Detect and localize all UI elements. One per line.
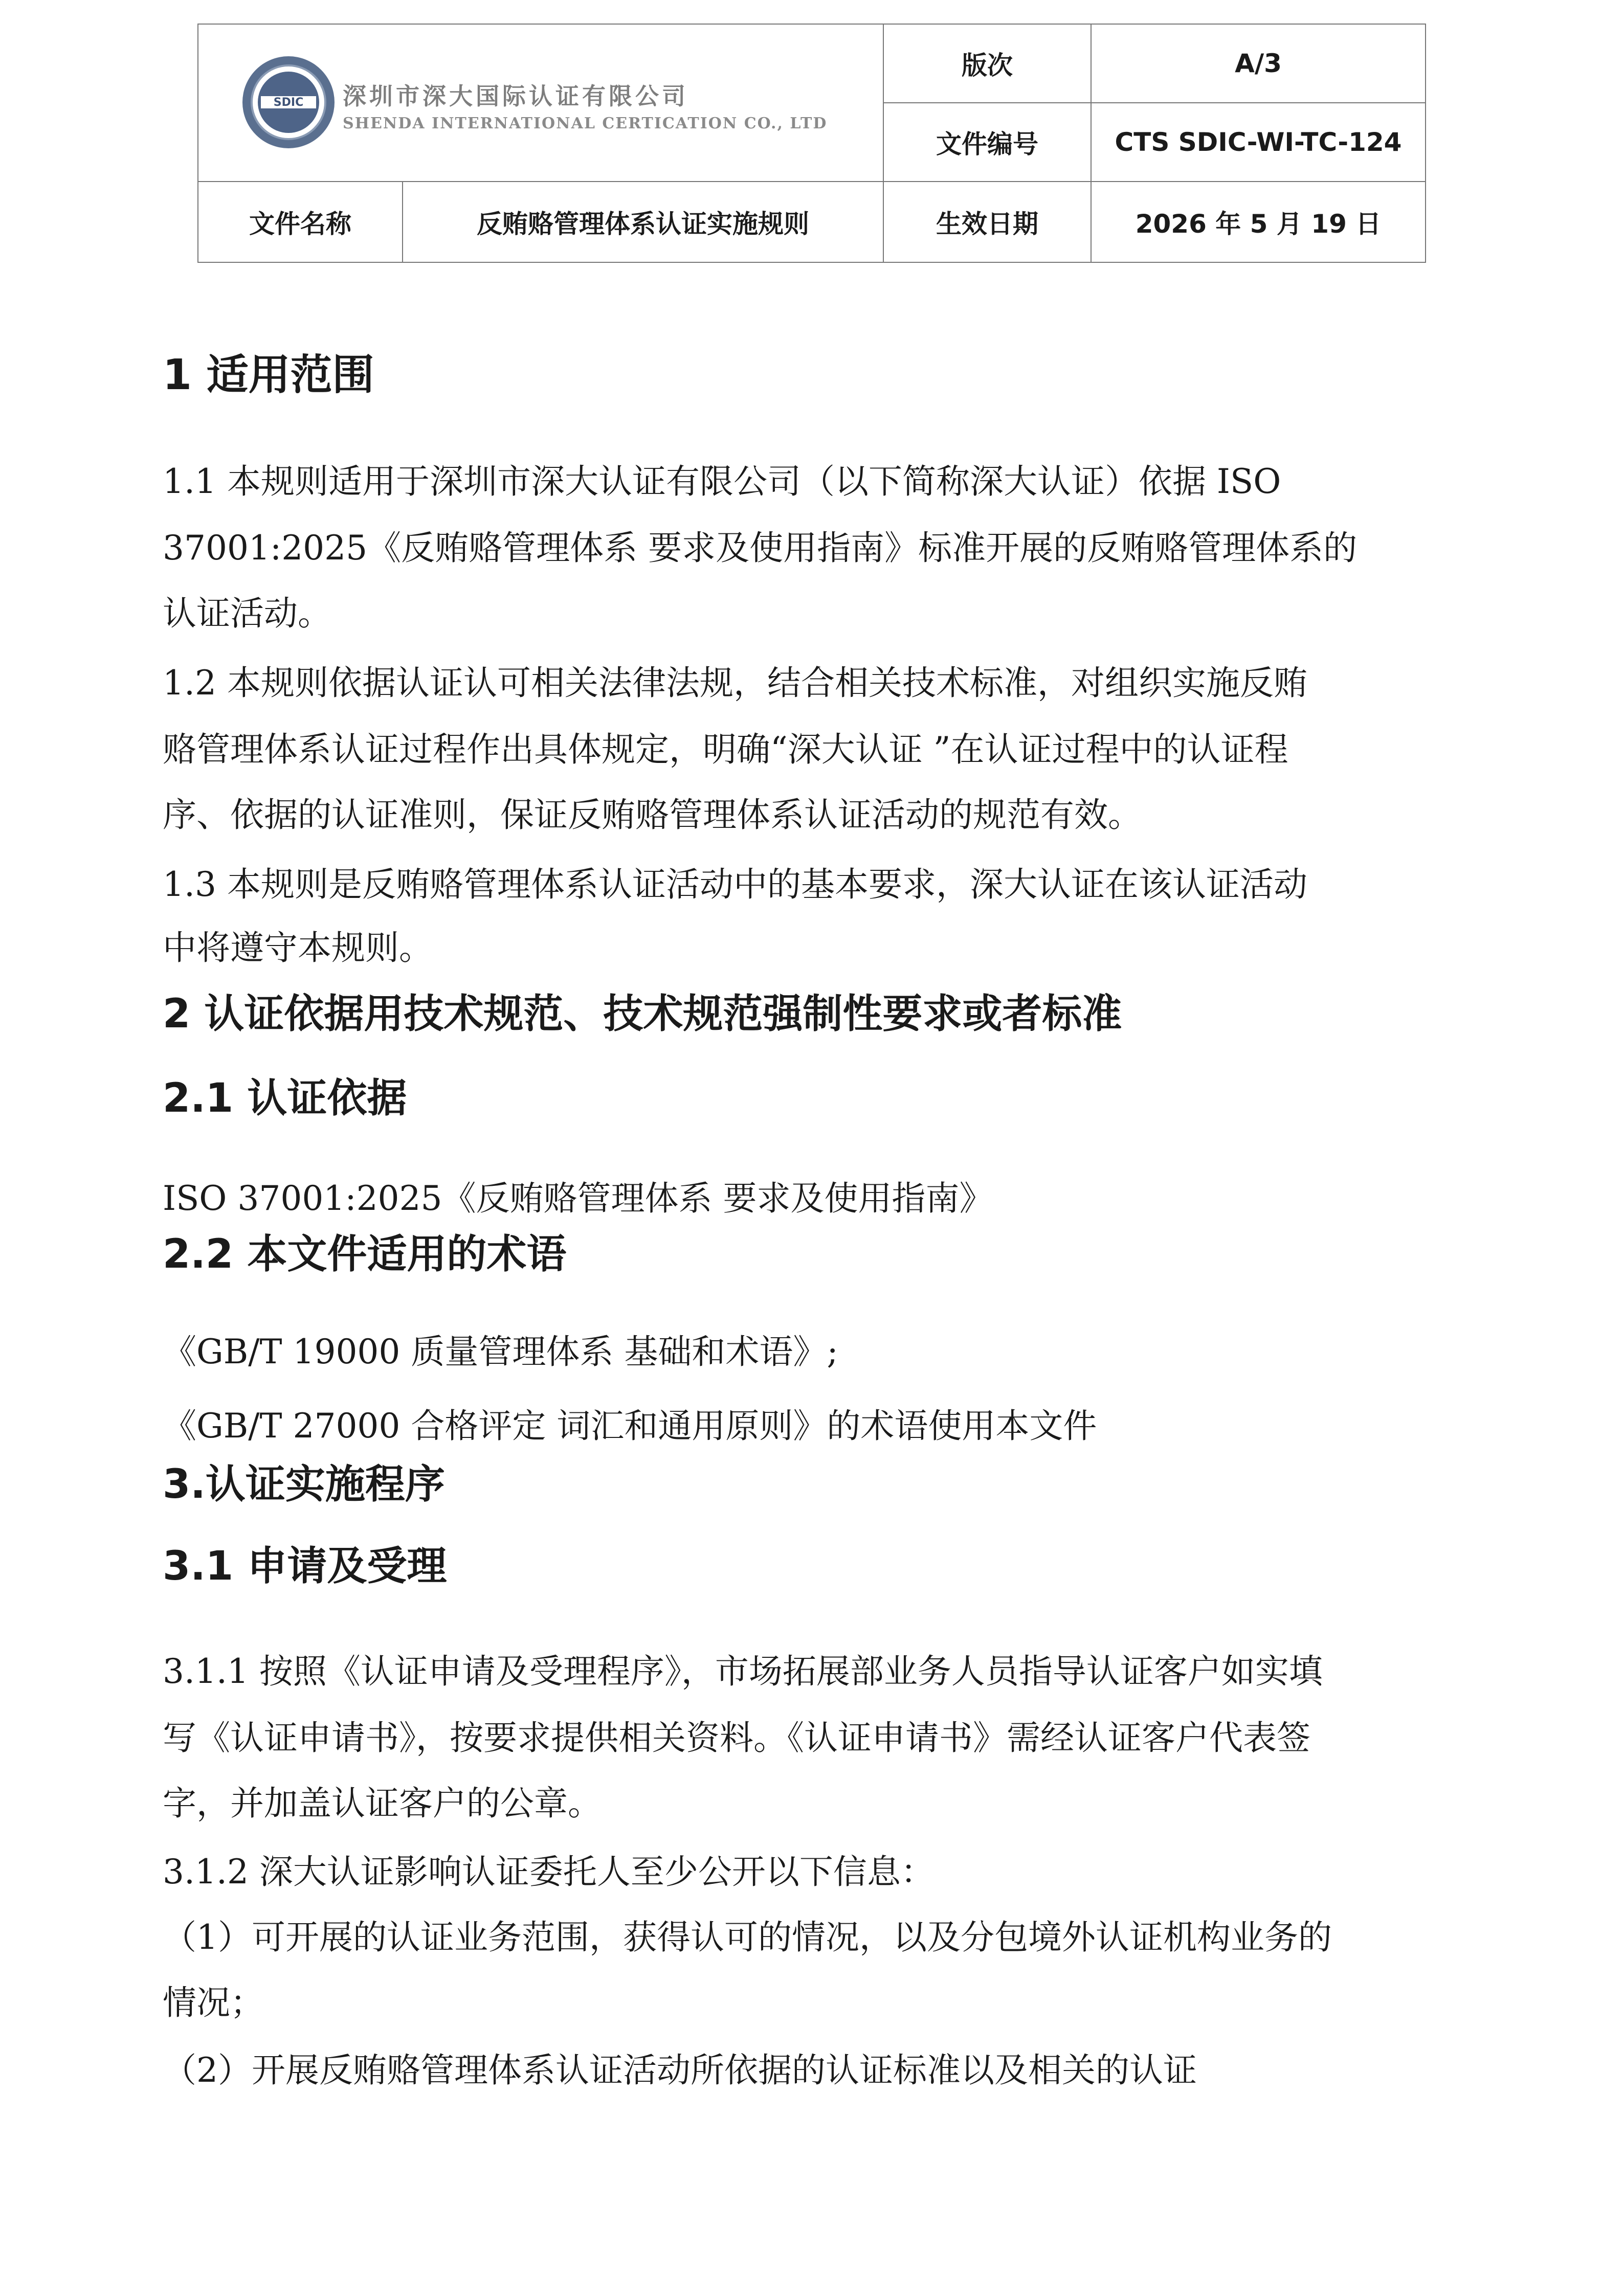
basis-standard: ISO 37001:2025《反贿赂管理体系 要求及使用指南》 — [163, 1179, 993, 1218]
doc-name-value: 反贿赂管理体系认证实施规则 — [403, 182, 883, 262]
clause-3-1-2: 3.1.2 深大认证影响认证委托人至少公开以下信息： — [163, 1852, 935, 1892]
clause-3-1-1-line-1: 3.1.1 按照《认证申请及受理程序》，市场拓展部业务人员指导认证客户如实填 — [163, 1652, 1323, 1691]
company-name-en: SHENDA INTERNATIONAL CERTICATION CO., LTD — [343, 115, 828, 132]
company-logo-cell — [198, 24, 883, 182]
seal-text: SDIC — [273, 96, 304, 109]
effective-date-value: 2026 年 5 月 19 日 — [1091, 182, 1426, 262]
clause-1-3-line-2: 中将遵守本规则。 — [163, 928, 433, 967]
clause-1-1-line-3: 认证活动。 — [163, 594, 331, 633]
company-logo — [240, 54, 828, 177]
list-item-1-line-1: （1）可开展的认证业务范围，获得认可的情况，以及分包境外认证机构业务的 — [163, 1918, 1332, 1957]
list-item-1-line-2: 情况； — [163, 1983, 264, 2022]
clause-1-2-line-3: 序、依据的认证准则，保证反贿赂管理体系认证活动的规范有效。 — [163, 795, 1142, 835]
edition-value: A/3 — [1091, 24, 1426, 103]
doc-no-value: CTS SDIC-WI-TC-124 — [1091, 103, 1426, 182]
section-2-heading: 2 认证依据用技术规范、技术规范强制性要求或者标准 — [163, 991, 1122, 1037]
clause-1-2-line-1: 1.2 本规则依据认证认可相关法律法规，结合相关技术标准，对组织实施反贿 — [163, 663, 1307, 703]
edition-label: 版次 — [883, 24, 1091, 103]
company-seal-icon — [240, 54, 337, 150]
section-2-1-heading: 2.1 认证依据 — [163, 1075, 407, 1121]
doc-name-label: 文件名称 — [198, 182, 403, 262]
clause-1-1-line-1: 1.1 本规则适用于深圳市深大认证有限公司（以下简称深大认证）依据 ISO — [163, 462, 1281, 501]
section-3-1-heading: 3.1 申请及受理 — [163, 1543, 447, 1589]
clause-1-2-line-2: 赂管理体系认证过程作出具体规定，明确“深大认证 ”在认证过程中的认证程 — [163, 730, 1288, 769]
company-name-cn: 深圳市深大国际认证有限公司 — [343, 82, 688, 110]
clause-1-1-line-2: 37001:2025《反贿赂管理体系 要求及使用指南》标准开展的反贿赂管理体系的 — [163, 528, 1358, 568]
clause-3-1-1-line-3: 字，并加盖认证客户的公章。 — [163, 1784, 602, 1823]
term-standard-1: 《GB/T 19000 质量管理体系 基础和术语》; — [163, 1332, 838, 1371]
clause-1-3-line-1: 1.3 本规则是反贿赂管理体系认证活动中的基本要求，深大认证在该认证活动 — [163, 865, 1307, 904]
effective-date-label: 生效日期 — [883, 182, 1091, 262]
list-item-2-line-1: （2）开展反贿赂管理体系认证活动所依据的认证标准以及相关的认证 — [163, 2051, 1197, 2090]
doc-no-label: 文件编号 — [883, 103, 1091, 182]
term-standard-2: 《GB/T 27000 合格评定 词汇和通用原则》的术语使用本文件 — [163, 1406, 1097, 1446]
section-2-2-heading: 2.2 本文件适用的术语 — [163, 1231, 567, 1277]
section-3-heading: 3.认证实施程序 — [163, 1461, 445, 1507]
section-1-heading: 1 适用范围 — [163, 351, 374, 399]
document-header-table — [197, 24, 1425, 262]
clause-3-1-1-line-2: 写《认证申请书》，按要求提供相关资料。《认证申请书》需经认证客户代表签 — [163, 1718, 1310, 1758]
